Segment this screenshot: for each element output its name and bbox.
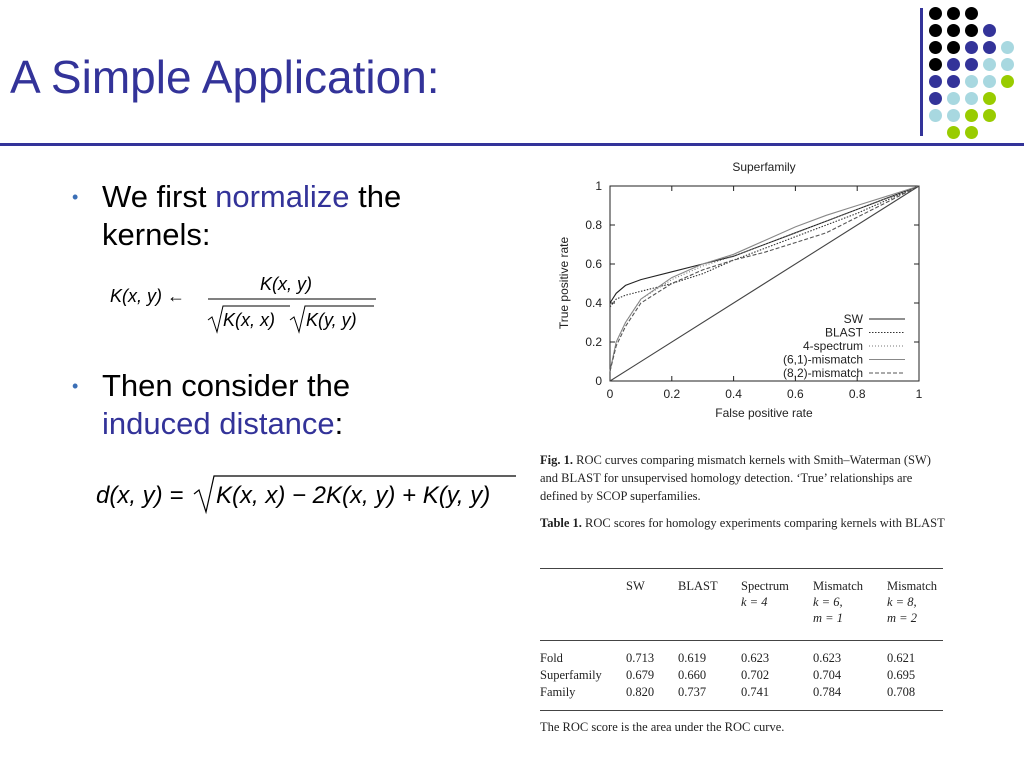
slide-title: A Simple Application: xyxy=(10,51,440,103)
table-cell: 0.708 xyxy=(887,685,916,699)
legend-label: 4-spectrum xyxy=(802,339,863,353)
x-tick-label: 0.8 xyxy=(848,387,866,401)
figure-caption-label: Fig. 1. xyxy=(540,453,573,467)
y-tick-label: 0.6 xyxy=(585,257,602,271)
bullet-text: We first xyxy=(102,179,216,214)
highlight-normalize: normalize xyxy=(215,179,350,214)
legend-label: SW xyxy=(843,312,863,326)
table-header-cell: Mismatch xyxy=(887,579,937,593)
bullet-normalize xyxy=(72,178,402,254)
y-axis-label: True positive rate xyxy=(557,236,571,330)
legend-label: BLAST xyxy=(824,325,863,340)
bullet-distance xyxy=(72,367,351,443)
series-line-diagonal xyxy=(610,186,919,381)
title-underline xyxy=(0,143,1024,146)
x-tick-label: 1 xyxy=(915,387,923,401)
table-header-cell: SW xyxy=(626,579,645,593)
figure-caption xyxy=(540,451,945,505)
table-caption-label: Table 1. xyxy=(540,516,582,530)
chart-title: Superfamily xyxy=(732,160,796,174)
bullet-text: Then consider the xyxy=(102,368,351,403)
series-line-6-1-mismatch xyxy=(610,186,919,371)
x-tick-label: 0.6 xyxy=(787,387,804,401)
figure-caption-text: ROC curves comparing mismatch kernels with Smith–Waterman (SW) and BLAST for unsupervised homology detection. ‘True’ relationships are defined by SCOP superfamilies. xyxy=(540,453,931,503)
table-header-cell: k = 6, xyxy=(813,595,843,609)
table-cell: 0.713 xyxy=(626,651,655,665)
table-row-label: Fold xyxy=(540,651,563,665)
table-cell: 0.679 xyxy=(626,668,655,682)
x-tick-label: 0.4 xyxy=(725,387,742,401)
table-header-cell: Mismatch xyxy=(813,579,863,593)
bullet-dot-icon: • xyxy=(72,187,79,207)
table-header-cell: m = 2 xyxy=(887,611,917,625)
table-cell: 0.784 xyxy=(813,685,842,699)
table-row-label: Family xyxy=(540,685,576,699)
table-cell: 0.741 xyxy=(741,685,770,699)
highlight-induced-distance: induced distance xyxy=(102,406,335,441)
table-caption xyxy=(540,514,945,532)
distance-rhs: K(x, x) − 2K(x, y) + K(y, y) xyxy=(216,482,491,509)
table-header-cell: k = 8, xyxy=(887,595,917,609)
table-cell: 0.820 xyxy=(626,685,655,699)
y-tick-label: 1 xyxy=(595,179,602,193)
table-header-cell: BLAST xyxy=(678,579,718,593)
bullet-text: the xyxy=(349,179,402,214)
bullet-text: kernels: xyxy=(102,217,211,252)
legend-label: (6,1)-mismatch xyxy=(782,352,863,367)
y-tick-label: 0.8 xyxy=(585,218,602,232)
table-header-cell: k = 4 xyxy=(741,595,768,609)
y-tick-label: 0 xyxy=(595,374,602,388)
normalize-denominator-a: K(x, x) xyxy=(223,310,275,330)
roc-score-table xyxy=(540,568,943,718)
table-row-label: Superfamily xyxy=(540,668,602,682)
x-tick-label: 0.2 xyxy=(663,387,681,401)
table-cell: 0.702 xyxy=(741,668,770,682)
bullet-text: : xyxy=(334,406,344,441)
roc-chart xyxy=(548,152,948,422)
table-cell: 0.737 xyxy=(678,685,707,699)
y-tick-label: 0.4 xyxy=(585,296,602,310)
table-cell: 0.704 xyxy=(813,668,842,682)
table-cell: 0.623 xyxy=(813,651,842,665)
y-tick-label: 0.2 xyxy=(585,335,602,349)
table-cell: 0.623 xyxy=(741,651,770,665)
series-line-8-2-mismatch xyxy=(610,186,919,371)
table-footnote: The ROC score is the area under the ROC curve. xyxy=(540,720,785,734)
table-cell: 0.660 xyxy=(678,668,707,682)
bullet-dot-icon: • xyxy=(72,376,79,396)
table-cell: 0.621 xyxy=(887,651,916,665)
legend-label: (8,2)-mismatch xyxy=(782,366,863,380)
normalize-lhs: K(x, y) ← xyxy=(110,286,185,306)
table-header-cell: Spectrum xyxy=(741,579,789,593)
decor-vertical-line xyxy=(920,8,923,136)
x-tick-label: 0 xyxy=(606,387,614,401)
distance-lhs: d(x, y) = xyxy=(96,482,184,509)
normalize-denominator-b: K(y, y) xyxy=(306,310,357,330)
table-cell: 0.695 xyxy=(887,668,916,682)
series-line-4-spectrum xyxy=(610,186,919,371)
x-axis-label: False positive rate xyxy=(715,406,813,420)
table-header-cell: m = 1 xyxy=(813,611,843,625)
table-caption-text: ROC scores for homology experiments comparing kernels with BLAST xyxy=(581,516,945,530)
normalize-numerator: K(x, y) xyxy=(260,274,312,294)
table-cell: 0.619 xyxy=(678,651,707,665)
